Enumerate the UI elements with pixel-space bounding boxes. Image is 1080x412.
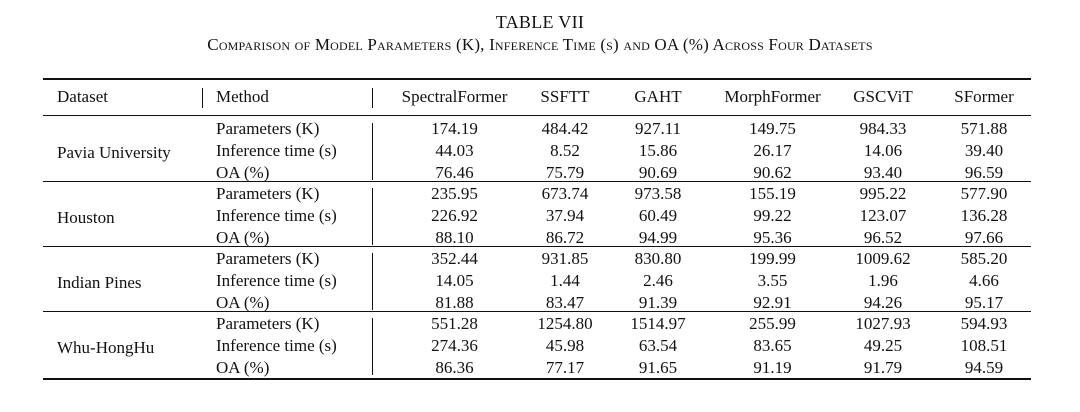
table-cell: 1514.97	[630, 314, 686, 333]
table-cell: 96.52	[863, 228, 903, 247]
table-cell: 77.17	[545, 358, 585, 377]
table-cell: 577.90	[960, 184, 1008, 203]
metric-label: Inference time (s)	[216, 206, 337, 225]
table-cell: 255.99	[749, 314, 796, 333]
table-cell: 91.19	[753, 358, 792, 377]
table-label: TABLE VII	[495, 12, 585, 32]
table-cell: 1009.62	[855, 249, 911, 268]
table-cell: 984.33	[859, 119, 907, 138]
table-cell: 3.55	[757, 271, 788, 290]
metric-label: OA (%)	[216, 228, 270, 247]
table-cell: 149.75	[749, 119, 796, 138]
table-cell: 91.65	[638, 358, 678, 377]
row-separator	[372, 188, 373, 245]
row-separator	[372, 253, 373, 310]
table-cell: 235.95	[431, 184, 478, 203]
dataset-name: Indian Pines	[57, 273, 142, 292]
table-cell: 136.28	[960, 206, 1008, 225]
table-cell: 352.44	[431, 249, 478, 268]
table-cell: 86.36	[435, 358, 474, 377]
table-cell: 37.94	[545, 206, 585, 225]
column-header: GSCViT	[853, 87, 913, 106]
header-rule	[43, 115, 1031, 116]
table-cell: 123.07	[859, 206, 907, 225]
table-cell: 594.93	[960, 314, 1008, 333]
table-cell: 8.52	[550, 141, 580, 160]
table-cell: 226.92	[431, 206, 478, 225]
table-cell: 44.03	[435, 141, 474, 160]
table-cell: 90.69	[638, 163, 678, 182]
table-cell: 96.59	[964, 163, 1004, 182]
column-header: Dataset	[57, 87, 108, 106]
metric-label: Parameters (K)	[216, 184, 320, 203]
metric-label: OA (%)	[216, 358, 270, 377]
table-cell: 86.72	[545, 228, 585, 247]
metric-label: OA (%)	[216, 293, 270, 312]
table-cell: 94.59	[964, 358, 1004, 377]
column-header: SSFTT	[540, 87, 590, 106]
table-cell: 484.42	[541, 119, 589, 138]
table-cell: 45.98	[545, 336, 585, 355]
table-cell: 95.17	[964, 293, 1004, 312]
table-cell: 26.17	[753, 141, 792, 160]
table-cell: 88.10	[435, 228, 474, 247]
table-cell: 83.65	[753, 336, 792, 355]
table-cell: 174.19	[431, 119, 478, 138]
row-separator	[372, 318, 373, 375]
table-cell: 15.86	[638, 141, 678, 160]
table-cell: 995.22	[859, 184, 907, 203]
table-cell: 585.20	[960, 249, 1008, 268]
table-cell: 571.88	[960, 119, 1008, 138]
table-cell: 75.79	[545, 163, 585, 182]
column-header: Method	[216, 87, 269, 106]
column-header: SpectralFormer	[401, 87, 508, 106]
metric-label: OA (%)	[216, 163, 270, 182]
table-cell: 39.40	[964, 141, 1004, 160]
column-header: MorphFormer	[724, 87, 821, 106]
table-cell: 60.49	[638, 206, 678, 225]
table-cell: 95.36	[753, 228, 792, 247]
table-cell: 199.99	[749, 249, 796, 268]
table-cell: 97.66	[964, 228, 1004, 247]
metric-label: Inference time (s)	[216, 141, 337, 160]
metric-label: Parameters (K)	[216, 314, 320, 333]
table-cell: 1.44	[550, 271, 580, 290]
dataset-name: Whu-HongHu	[57, 338, 155, 357]
table-cell: 931.85	[541, 249, 589, 268]
table-cell: 551.28	[431, 314, 478, 333]
table-cell: 91.79	[863, 358, 903, 377]
table-cell: 94.26	[863, 293, 903, 312]
table-cell: 1254.80	[537, 314, 593, 333]
table-cell: 81.88	[435, 293, 474, 312]
column-header: SFormer	[954, 87, 1014, 106]
row-separator	[372, 123, 373, 180]
header-separator	[372, 88, 373, 108]
header-separator	[202, 88, 203, 108]
table-cell: 927.11	[634, 119, 682, 138]
table-cell: 99.22	[753, 206, 792, 225]
table-cell: 108.51	[960, 336, 1008, 355]
table-cell: 14.05	[435, 271, 474, 290]
metric-label: Parameters (K)	[216, 249, 320, 268]
table-cell: 1.96	[868, 271, 898, 290]
table-cell: 92.91	[753, 293, 792, 312]
table-cell: 93.40	[863, 163, 903, 182]
metric-label: Parameters (K)	[216, 119, 320, 138]
table-cell: 155.19	[749, 184, 796, 203]
table-cell: 274.36	[431, 336, 478, 355]
table-cell: 49.25	[863, 336, 903, 355]
table-cell: 4.66	[969, 271, 999, 290]
dataset-name: Pavia University	[57, 143, 171, 162]
table-cell: 973.58	[634, 184, 682, 203]
table-cell: 94.99	[638, 228, 678, 247]
table-cell: 63.54	[638, 336, 678, 355]
metric-label: Inference time (s)	[216, 271, 337, 290]
table-cell: 830.80	[634, 249, 682, 268]
top-rule	[43, 78, 1031, 80]
table-cell: 91.39	[638, 293, 678, 312]
column-header: GAHT	[634, 87, 682, 106]
table-cell: 673.74	[541, 184, 589, 203]
table-title: Comparison of Model Parameters (K), Inference Time (s) and OA (%) Across Four Datasets	[207, 35, 873, 54]
table-cell: 14.06	[863, 141, 903, 160]
table-cell: 2.46	[643, 271, 673, 290]
table-cell: 76.46	[435, 163, 474, 182]
table-cell: 83.47	[545, 293, 585, 312]
table-cell: 90.62	[753, 163, 792, 182]
dataset-name: Houston	[57, 208, 115, 227]
table-cell: 1027.93	[855, 314, 911, 333]
metric-label: Inference time (s)	[216, 336, 337, 355]
